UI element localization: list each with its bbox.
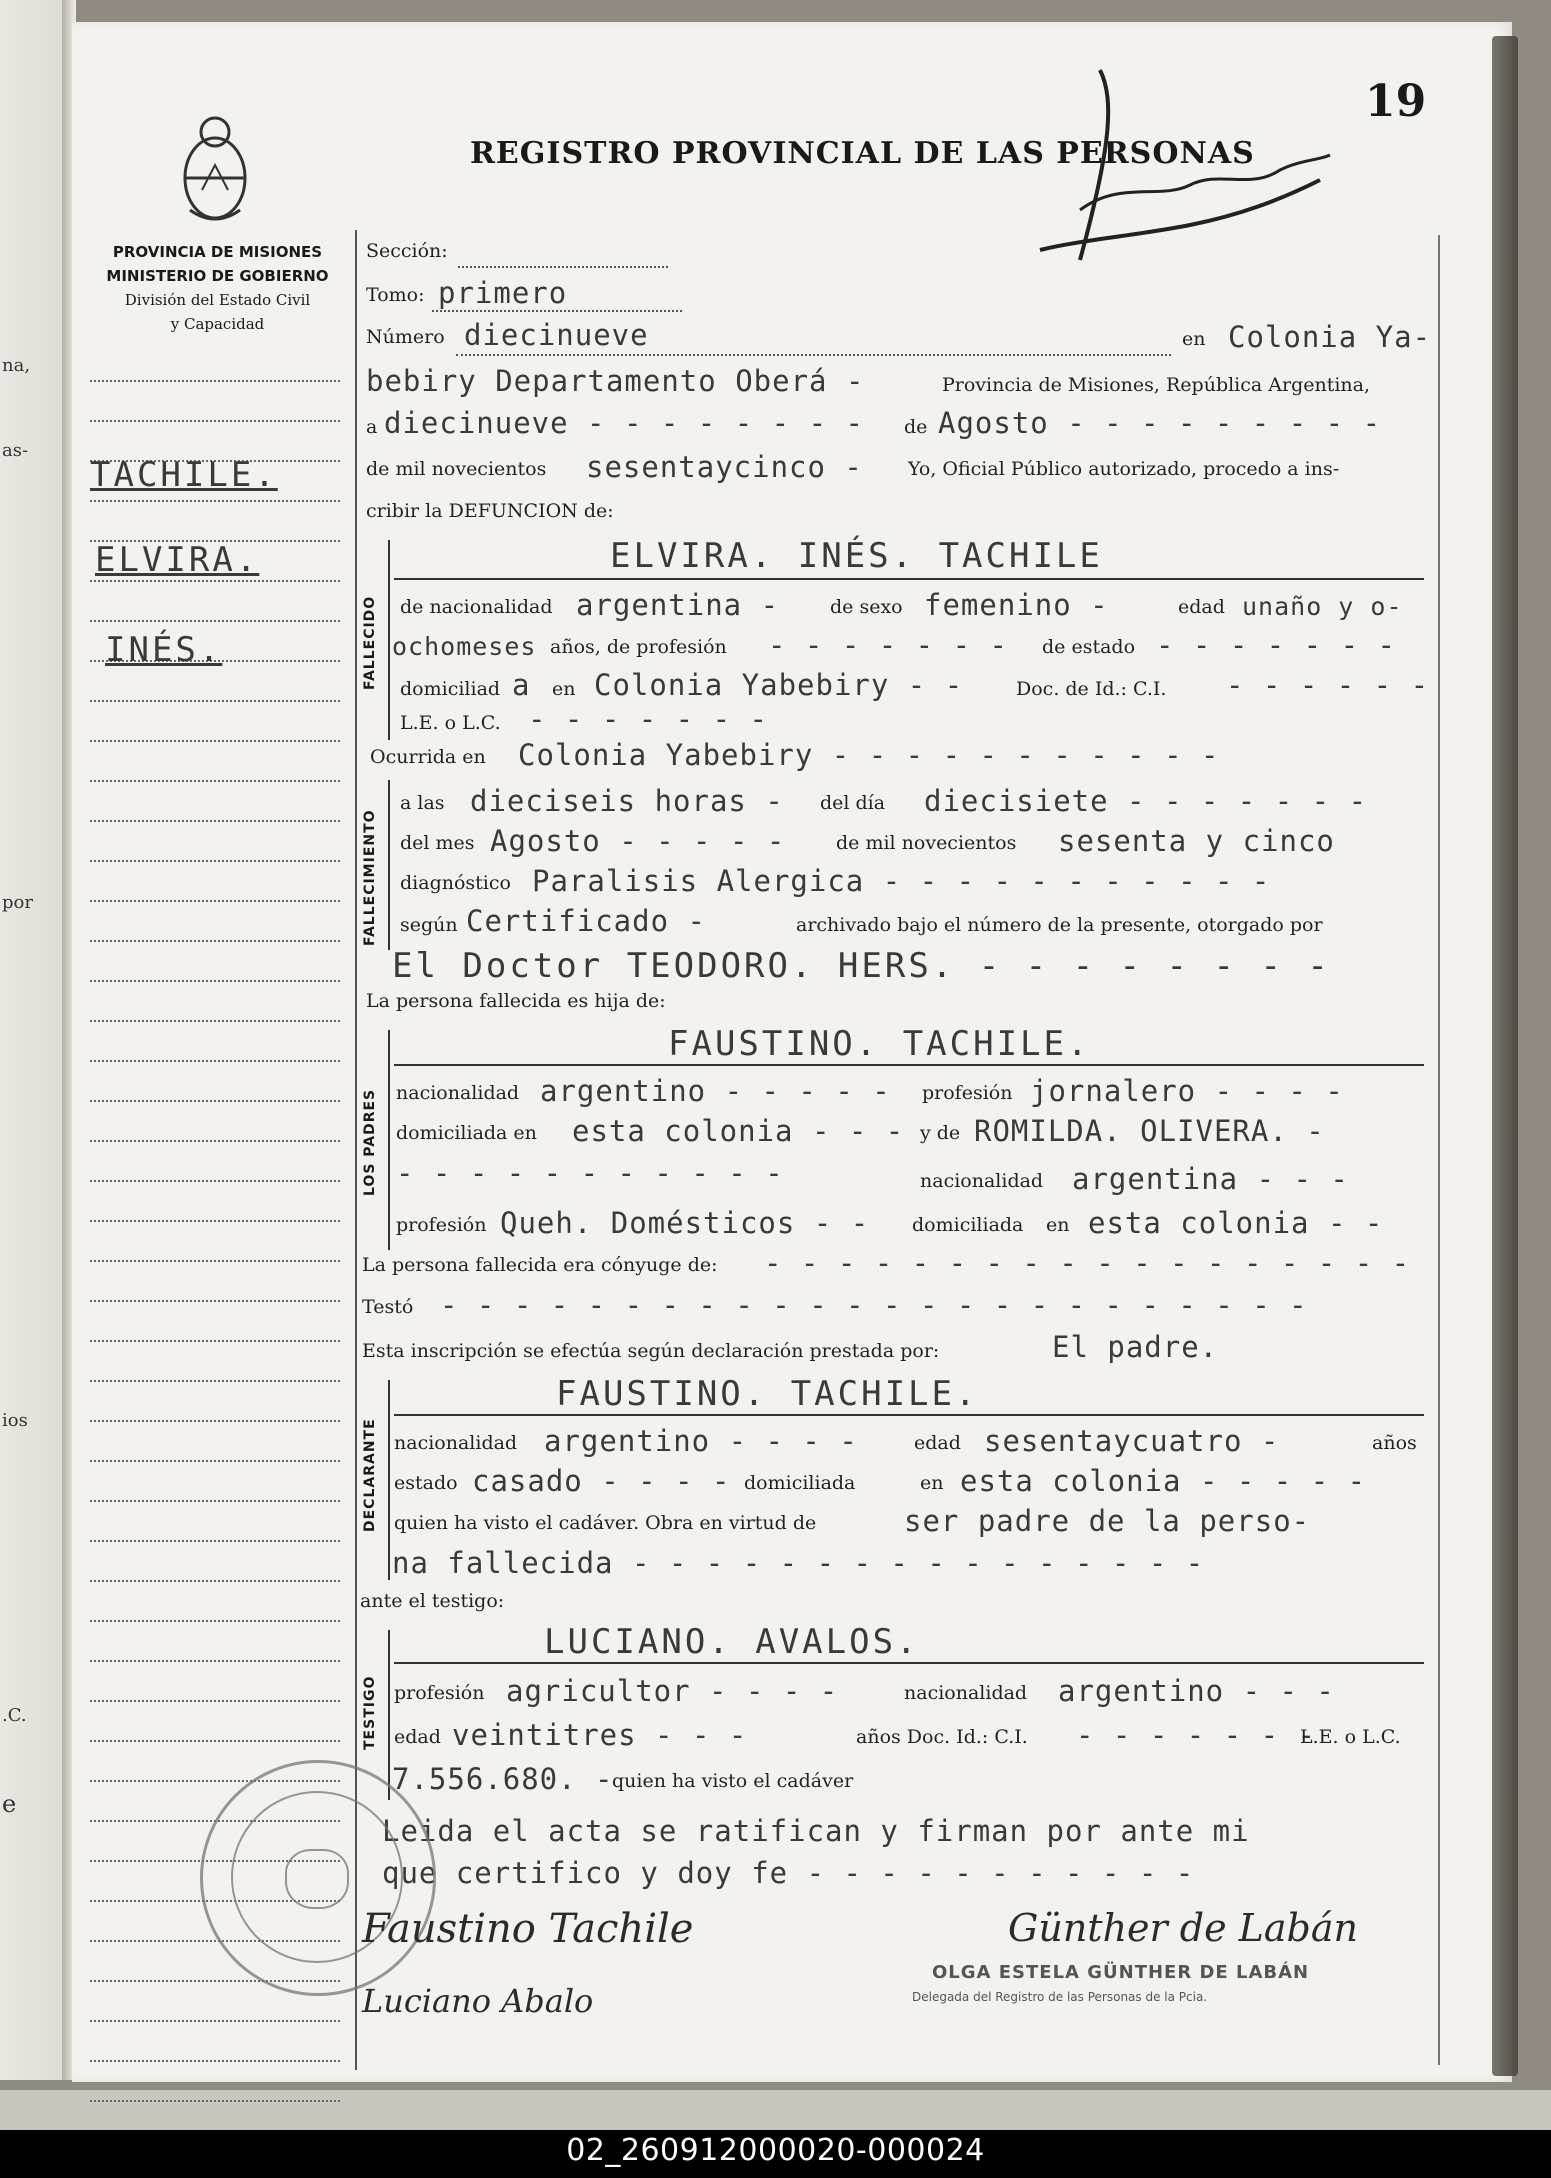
padre-nacionalidad: argentino - - - - -: [540, 1074, 891, 1108]
margin-ruled-line: [90, 1300, 340, 1302]
institution-line: PROVINCIA DE MISIONES: [112, 243, 323, 261]
declarante-estado: casado - - - -: [472, 1464, 731, 1498]
label-madre-domicilio: domiciliada: [912, 1214, 1024, 1236]
testo-value: - - - - - - - - - - - - - - - - - - - - - - - -: [440, 1288, 1308, 1322]
name-underline: [394, 578, 1424, 580]
label-padre-domicilio: domiciliada en: [396, 1122, 537, 1144]
testigo-le-value: 7.556.680. -: [392, 1762, 614, 1796]
prev-page-text: as-: [2, 440, 29, 461]
margin-surname: TACHILE.: [90, 455, 278, 495]
label-en: en: [1182, 328, 1206, 350]
numero-value: diecinueve: [464, 318, 649, 352]
margin-ruled-line: [90, 1260, 340, 1262]
label-madre-en: en: [1046, 1214, 1070, 1236]
label-quien-visto: quien ha visto el cadáver: [612, 1770, 854, 1792]
margin-ruled-line: [90, 940, 340, 942]
book-cover-edge: [1492, 36, 1518, 2076]
testigo-edad: veintitres - - -: [452, 1718, 748, 1752]
image-id-label: 02_260912000020-000024: [566, 2133, 985, 2168]
fallecido-edad-cont: ochomeses: [392, 632, 537, 661]
margin-ruled-line: [90, 1420, 340, 1422]
margin-ruled-line: [90, 1100, 340, 1102]
label-de-estado: de estado: [1042, 636, 1136, 658]
label-anos: años: [1372, 1432, 1417, 1454]
label-declarante-en: en: [920, 1472, 944, 1494]
fecha-mes-value: Agosto - - - - - - - - -: [938, 406, 1382, 440]
label-del-dia: del día: [820, 792, 886, 814]
fallecido-nacionalidad: argentina -: [576, 588, 780, 622]
margin-ruled-line: [90, 1500, 340, 1502]
madre-profesion: Queh. Domésticos - -: [500, 1206, 870, 1240]
label-cribir: cribir la DEFUNCION de:: [366, 500, 614, 522]
prev-page-text: e: [2, 1790, 17, 1818]
margin-ruled-line: [90, 420, 340, 422]
declarante-edad: sesentaycuatro -: [984, 1424, 1280, 1458]
testigo-nombre: LUCIANO. AVALOS.: [544, 1622, 920, 1662]
otorgado-por-value: El Doctor TEODORO. HERS. - - - - - - - -: [392, 946, 1331, 986]
margin-ruled-line: [90, 1220, 340, 1222]
label-yo-oficial: Yo, Oficial Público autorizado, procedo a ins-: [908, 458, 1340, 480]
label-declarante-nacionalidad: nacionalidad: [394, 1432, 518, 1454]
declarante-por: El padre.: [1052, 1330, 1219, 1364]
side-label-declarante: DECLARANTE: [362, 1418, 378, 1532]
label-nacionalidad: de nacionalidad: [400, 596, 553, 618]
label-en-domicilio: en: [552, 678, 576, 700]
name-underline: [394, 1414, 1424, 1416]
madre-nombre: ROMILDA. OLIVERA. -: [974, 1114, 1325, 1148]
institution-line: División del Estado Civil: [124, 291, 311, 309]
margin-ruled-line: [90, 860, 340, 862]
margin-ruled-line: [90, 820, 340, 822]
margin-ruled-line: [90, 1060, 340, 1062]
name-underline: [394, 1662, 1424, 1664]
obra-virtud-cont: na fallecida - - - - - - - - - - - - - - - -: [392, 1546, 1205, 1580]
label-testigo-profesion: profesión: [394, 1682, 485, 1704]
prev-page-text: .C.: [2, 1705, 27, 1726]
madre-nac-pre: - - - - - - - - - - -: [396, 1156, 784, 1190]
margin-second-name: INÉS.: [105, 630, 223, 670]
label-declarante-domicilio: domiciliada: [744, 1472, 856, 1494]
label-diagnostico: diagnóstico: [400, 872, 511, 894]
hora-value: dieciseis horas -: [470, 784, 784, 818]
anio2-value: sesenta y cinco: [1058, 824, 1335, 858]
right-border: [1438, 235, 1440, 2065]
label-anos-doc: años Doc. Id.: C.I.: [856, 1726, 1028, 1748]
fallecido-sexo: femenino -: [924, 588, 1109, 622]
fallecido-doc-ci: - - - - - -: [1226, 668, 1430, 702]
page-title: REGISTRO PROVINCIAL DE LAS PERSONAS: [470, 136, 1255, 171]
label-y-de: y de: [920, 1122, 961, 1144]
incorporada-signature: [1020, 60, 1350, 270]
numero-line: [456, 354, 1171, 356]
label-hija-de: La persona fallecida es hija de:: [366, 990, 666, 1012]
fallecido-edad: unaño y o-: [1242, 592, 1403, 621]
section-bracket: [388, 780, 390, 950]
padre-domicilio: esta colonia - - -: [572, 1114, 905, 1148]
mes-value: Agosto - - - - -: [490, 824, 786, 858]
signature-oficial: Günther de Labán: [1008, 1906, 1359, 1950]
label-inscripcion: Esta inscripción se efectúa según declaración prestada por:: [362, 1340, 940, 1362]
prev-page-text: ios: [2, 1410, 28, 1431]
label-declarante-edad: edad: [914, 1432, 961, 1454]
margin-ruled-line: [90, 2060, 340, 2062]
page-number: 19: [1365, 76, 1427, 127]
section-bracket: [388, 1380, 390, 1580]
label-testo: Testó: [362, 1296, 414, 1318]
label-madre-profesion: profesión: [396, 1214, 487, 1236]
margin-ruled-line: [90, 620, 340, 622]
margin-ruled-line: [90, 1740, 340, 1742]
margin-ruled-line: [90, 1540, 340, 1542]
margin-ruled-line: [90, 1660, 340, 1662]
side-label-fallecimiento: FALLECIMIENTO: [362, 809, 378, 946]
fallecido-estado: - - - - - - -: [1156, 628, 1396, 662]
section-bracket: [388, 1030, 390, 1250]
margin-ruled-line: [90, 1180, 340, 1182]
label-madre-nacionalidad: nacionalidad: [920, 1170, 1044, 1192]
fallecido-domicilio: Colonia Yabebiry - -: [594, 668, 964, 702]
declarante-domicilio: esta colonia - - - - -: [960, 1464, 1367, 1498]
oficial-cargo-stamp: Delegada del Registro de las Personas de la Pcia.: [912, 1990, 1208, 2004]
margin-ruled-line: [90, 2020, 340, 2022]
table-surface: [0, 2090, 1551, 2130]
margin-ruled-line: [90, 1620, 340, 1622]
margin-ruled-line: [90, 1580, 340, 1582]
margin-ruled-line: [90, 580, 340, 582]
oficial-nombre-stamp: OLGA ESTELA GÜNTHER DE LABÁN: [932, 1962, 1310, 1983]
seccion-line: [458, 266, 668, 268]
cierre-line2: que certifico y doy fe - - - - - - - - - - -: [382, 1856, 1195, 1890]
side-label-los-padres: LOS PADRES: [362, 1088, 378, 1196]
label-de: de: [904, 416, 928, 438]
label-doc-id: Doc. de Id.: C.I.: [1016, 678, 1167, 700]
fallecido-profesion: - - - - - - -: [768, 628, 1008, 662]
obra-virtud-value: ser padre de la perso-: [904, 1504, 1311, 1538]
label-testigo-edad: edad: [394, 1726, 441, 1748]
coat-of-arms-icon: [170, 110, 260, 230]
margin-ruled-line: [90, 1140, 340, 1142]
institution-line: MINISTERIO DE GOBIERNO: [106, 267, 329, 285]
testigo-profesion: agricultor - - - -: [506, 1674, 839, 1708]
previous-page-edge: [0, 0, 70, 2080]
madre-domicilio: esta colonia - -: [1088, 1206, 1384, 1240]
side-label-fallecido: FALLECIDO: [362, 595, 378, 690]
conyuge-value: - - - - - - - - - - - - - - - - - -: [764, 1246, 1411, 1280]
margin-first-name: ELVIRA.: [95, 540, 260, 580]
en-lugar-value: Colonia Ya-: [1228, 320, 1432, 354]
diagnostico-value: Paralisis Alergica - - - - - - - - - - -: [532, 864, 1271, 898]
label-numero: Número: [366, 326, 445, 348]
label-tomo: Tomo:: [366, 284, 425, 306]
fecha-dia-value: diecinueve - - - - - - - -: [384, 406, 864, 440]
label-ocurrida-en: Ocurrida en: [370, 746, 486, 768]
margin-ruled-line: [90, 1340, 340, 1342]
testigo-nacionalidad: argentino - - -: [1058, 1674, 1335, 1708]
section-bracket: [388, 1630, 390, 1800]
label-padre-nacionalidad: nacionalidad: [396, 1082, 520, 1104]
label-padre-profesion: profesión: [922, 1082, 1013, 1104]
label-sexo: de sexo: [830, 596, 903, 618]
label-domiciliad: domiciliad: [400, 678, 501, 700]
cierre-line1: Leida el acta se ratifican y firman por ante mi: [382, 1814, 1250, 1848]
margin-ruled-line: [90, 1020, 340, 1022]
label-le-o-lc: L.E. o L.C.: [1300, 1726, 1401, 1748]
signature-testigo: Luciano Abalo: [362, 1982, 594, 2020]
label-anos-profesion: años, de profesión: [550, 636, 727, 658]
label-le-lc: L.E. o L.C.: [400, 712, 501, 734]
margin-ruled-line: [90, 1380, 340, 1382]
margin-ruled-line: [90, 900, 340, 902]
label-testigo-nacionalidad: nacionalidad: [904, 1682, 1028, 1704]
signature-declarante: Faustino Tachile: [362, 1906, 694, 1952]
label-del-mes: del mes: [400, 832, 475, 854]
prev-page-text: na,: [2, 355, 31, 376]
domicilio-sufijo: a: [512, 668, 531, 702]
label-provincia: Provincia de Misiones, República Argentina,: [942, 374, 1371, 396]
label-ante-testigo: ante el testigo:: [360, 1590, 505, 1612]
fallecido-le-lc: - - - - - - -: [528, 702, 768, 736]
name-underline: [394, 1064, 1424, 1066]
anio-value: sesentaycinco -: [586, 450, 863, 484]
declarante-nombre: FAUSTINO. TACHILE.: [556, 1374, 979, 1414]
tomo-value: primero: [438, 276, 568, 310]
label-conyuge: La persona fallecida era cónyuge de:: [362, 1254, 718, 1276]
section-bracket: [388, 540, 390, 740]
declarante-nacionalidad: argentino - - - -: [544, 1424, 858, 1458]
margin-ruled-line: [90, 700, 340, 702]
margin-ruled-line: [90, 2100, 340, 2102]
dia-value: diecisiete - - - - - - -: [924, 784, 1368, 818]
fallecido-nombre: ELVIRA. INÉS. TACHILE: [610, 536, 1103, 576]
margin-ruled-line: [90, 380, 340, 382]
label-quien-ha-visto: quien ha visto el cadáver. Obra en virtud de: [394, 1512, 817, 1534]
label-seccion: Sección:: [366, 240, 448, 262]
margin-ruled-line: [90, 1460, 340, 1462]
ocurrida-en-value: Colonia Yabebiry - - - - - - - - - - -: [518, 738, 1220, 772]
prev-page-text: por: [2, 892, 33, 913]
margin-ruled-line: [90, 500, 340, 502]
segun-value: Certificado -: [466, 904, 706, 938]
official-round-stamp: [200, 1760, 436, 1996]
side-label-testigo: TESTIGO: [362, 1675, 378, 1750]
label-a-las: a las: [400, 792, 445, 814]
margin-ruled-line: [90, 980, 340, 982]
margin-ruled-line: [90, 1700, 340, 1702]
institution-block: [90, 240, 345, 336]
label-de-mil-novecientos: de mil novecientos: [836, 832, 1017, 854]
label-a: a: [366, 416, 378, 438]
label-segun: según: [400, 914, 458, 936]
label-archivado: archivado bajo el número de la presente, otorgado por: [796, 914, 1323, 936]
margin-ruled-line: [90, 780, 340, 782]
label-estado: estado: [394, 1472, 458, 1494]
padre-profesion: jornalero - - - -: [1030, 1074, 1344, 1108]
padre-nombre: FAUSTINO. TACHILE.: [668, 1024, 1091, 1064]
label-edad: edad: [1178, 596, 1225, 618]
margin-ruled-line: [90, 740, 340, 742]
label-mil-novecientos: de mil novecientos: [366, 458, 547, 480]
tomo-line: [432, 310, 682, 312]
institution-line: y Capacidad: [170, 315, 265, 333]
testigo-ci: - - - - - - -: [1076, 1718, 1316, 1752]
madre-nacionalidad: argentina - - -: [1072, 1162, 1349, 1196]
lugar-cont-value: bebiry Departamento Oberá -: [366, 364, 865, 398]
